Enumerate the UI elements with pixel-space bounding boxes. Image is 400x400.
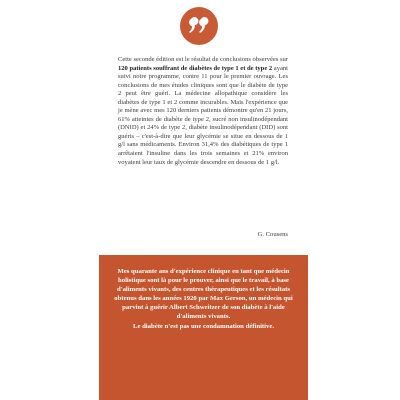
panel-conclusion: Le diabète n'est pas une condamnation définitive. bbox=[132, 322, 274, 330]
quote-text-intro: Cette seconde édition est le résultat de conclusions observées sur bbox=[118, 56, 288, 63]
quote-text-highlight: 120 patients souffrant de diabètes de type 1 et de type 2 bbox=[118, 64, 273, 72]
main-quote-text bbox=[118, 56, 288, 167]
quote-badge bbox=[180, 7, 218, 45]
closing-quote-icon bbox=[188, 16, 210, 36]
author-signature: G. Cousens bbox=[257, 231, 288, 238]
quote-text-body: ayant suivi notre programme, contre 11 pour le premier ouvrage. Les conclusions de mes études cliniques sont que le diabète de type 2 peut être guéri. La médecine allopathique considère les diabètes de type 1 et 2 comme incurables. Mais l'expérience que je mène avec mes 120 derniers patients démontre qu'en 21 jours, 61% atteintes de diabète de type 2, sucré non insulinodépendant (DNID) et 24% de type 2, diabète insulinodépendant (DID) sont guéris – c'est-à-dire que leur glycémie se situe en dessous de 1 g/l sans médicaments. Environ 31,4% des diabétiques de type 1 arrêtaient l'insuline dans les trois semaines et 21% environ voyaient leur taux de glycémie descendre en dessous de 1 g/l. bbox=[118, 64, 288, 166]
panel-text bbox=[109, 267, 298, 331]
highlight-panel bbox=[99, 255, 308, 400]
panel-paragraph: Mes quarante ans d'expérience clinique en tant que médecin holistique sont là pour le prouver, ainsi que le travail, à base d'aliments vivants, des centres thérapeutiques et les résultats obtenus dans les années 1920 par Max Gerson, un médecin qui parvint à guérir Albert Schweitzer de son diabète à l'aide d'aliments vivants. bbox=[114, 268, 293, 321]
